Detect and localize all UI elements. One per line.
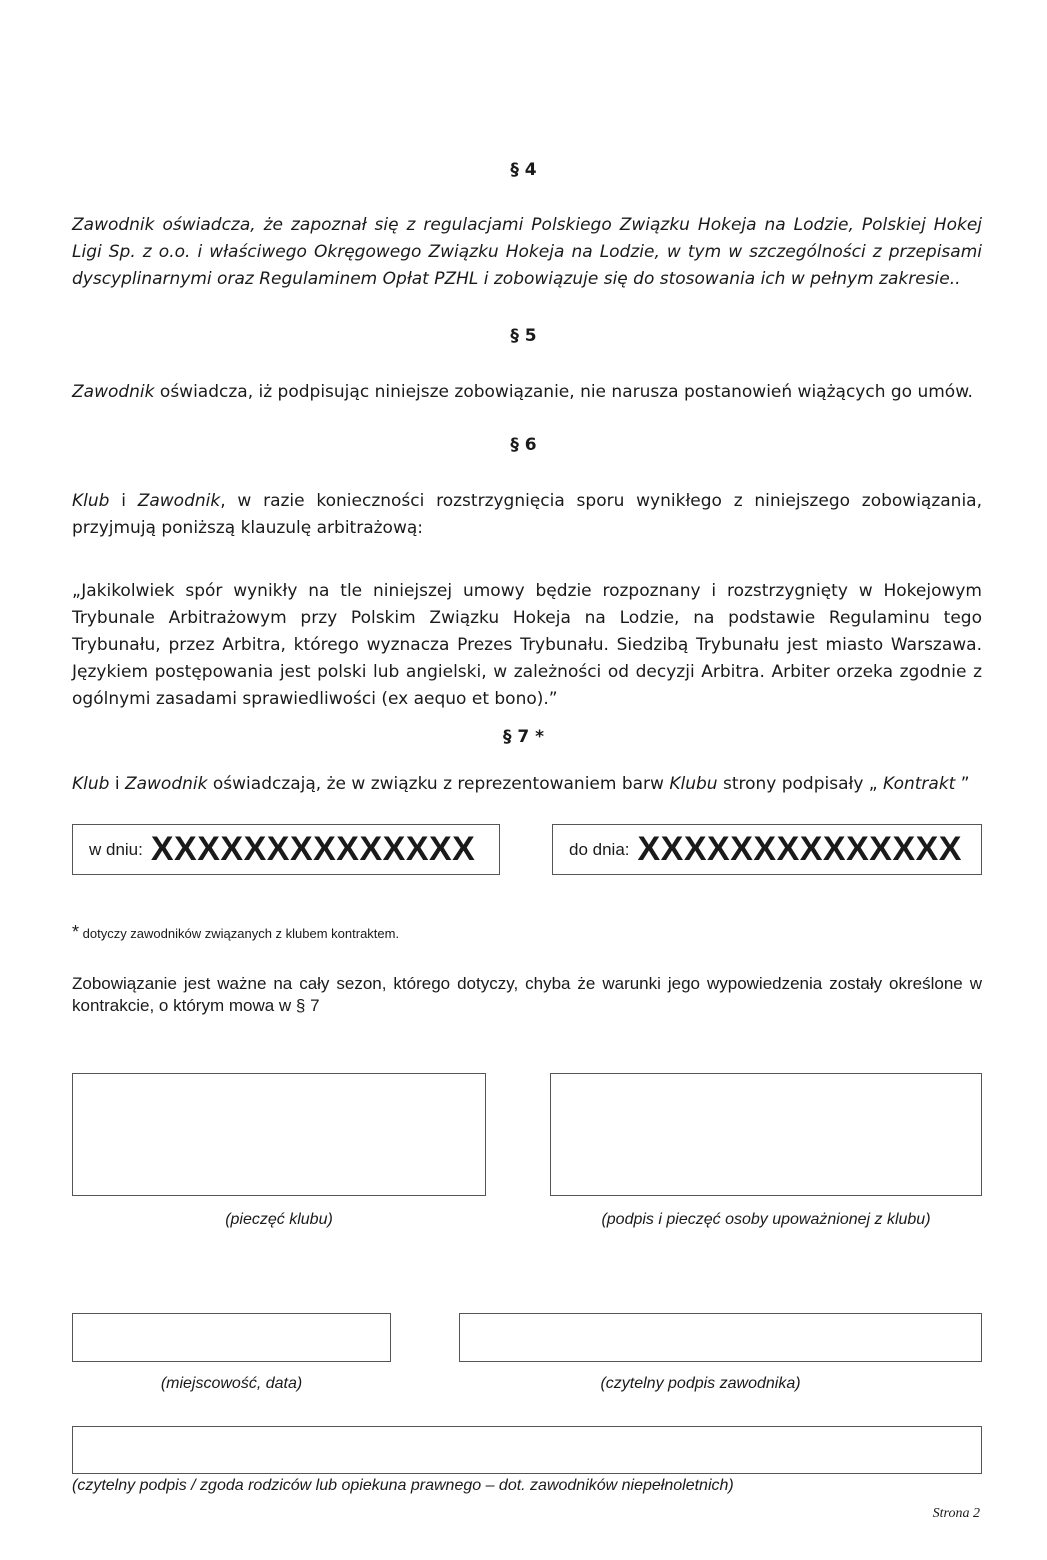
section-7-heading: § 7 * [502,727,545,747]
term-kontrakt: Kontrakt [883,774,956,794]
start-date-label: w dniu: [89,839,143,859]
contract-start-date-field[interactable] [72,824,500,875]
section-7-body-2: strony podpisały „ [717,774,884,794]
section-6-text [72,488,982,542]
validity-text: Zobowiązanie jest ważne na cały sezon, którego dotyczy, chyba że warunki jego wypowiedzenia zostały określone w kontrakcie, o którym mowa w § 7 [72,974,982,1015]
start-date-value: XXXXXXXXXXXXXX [150,830,476,868]
term-zawodnik: Zawodnik [124,774,208,794]
section-4-body: Zawodnik oświadcza, że zapoznał się z regulacjami Polskiego Związku Hokeja na Lodzie, Polskiej Hokej Ligi Sp. z o.o. i właściwego Okręgowego Związku Hokeja na Lodzie, w tym w szczególności z przepisami dyscyplinarnymi oraz Regulaminem Opłat PZHL i zobowiązuje się do stosowania ich w pełnym zakresie.. [72,215,982,289]
footnote-mark: * [72,922,80,942]
section-4-heading: § 4 [510,160,537,180]
authorized-signature-box[interactable] [550,1073,982,1196]
term-klub: Klub [72,491,110,511]
parent-consent-caption: (czytelny podpis / zgoda rodziców lub opiekuna prawnego – dot. zawodników niepełnoletnich) [72,1477,734,1494]
section-4-text [72,212,982,293]
term-zawodnik: Zawodnik [137,491,221,511]
player-signature-caption: (czytelny podpis zawodnika) [600,1375,801,1392]
parent-consent-box[interactable] [72,1426,982,1474]
arbitration-clause: „Jakikolwiek spór wynikły na tle niniejszej umowy będzie rozpoznany i rozstrzygnięty w Hokejowym Trybunale Arbitrażowym przy Polskim Związku Hokeja na Lodzie, na podstawie Regulaminu tego Trybunału, przez Arbitra, którego wyznacza Prezes Trybunału. Siedzibą Trybunału jest miasto Warszawa. Językiem postępowania jest polski lub angielski, w zależności od decyzji Arbitra. Arbiter orzeka zgodnie z ogólnymi zasadami sprawiedliwości (ex aequo et bono).” [72,581,982,709]
club-stamp-caption: (pieczęć klubu) [225,1211,333,1228]
section-7-body-1: oświadczają, że w związku z reprezentowaniem barw [207,774,670,794]
section-6-body: , w razie konieczności rozstrzygnięcia sporu wynikłego z niniejszego zobowiązania, przyjmują poniższą klauzulę arbitrażową: [72,491,983,538]
section-5-text [72,379,982,406]
authorized-signature-caption: (podpis i pieczęć osoby upoważnionej z klubu) [601,1211,931,1228]
term-zawodnik: Zawodnik [72,382,155,402]
footnote [72,922,399,943]
end-date-label: do dnia: [569,839,630,859]
contract-end-date-field[interactable] [552,824,982,875]
term-klub: Klub [72,774,110,794]
page-number: Strona 2 [932,1506,980,1521]
section-5-heading: § 5 [510,326,537,346]
term-klubu: Klubu [669,774,718,794]
section-5-body: oświadcza, iż podpisując niniejsze zobowiązanie, nie narusza postanowień wiążących go umów. [154,382,973,402]
end-date-value: XXXXXXXXXXXXXX [637,830,962,868]
footnote-text: dotyczy zawodników związanych z klubem kontraktem. [79,926,400,941]
place-date-caption: (miejscowość, data) [160,1375,303,1392]
section-6-heading: § 6 [510,435,537,455]
section-7-body-3: ” [955,774,970,794]
conj: i [109,774,125,794]
club-stamp-box[interactable] [72,1073,486,1196]
section-7-text [72,771,982,798]
conj: i [109,491,138,511]
place-date-box[interactable] [72,1313,391,1362]
player-signature-box[interactable] [459,1313,982,1362]
